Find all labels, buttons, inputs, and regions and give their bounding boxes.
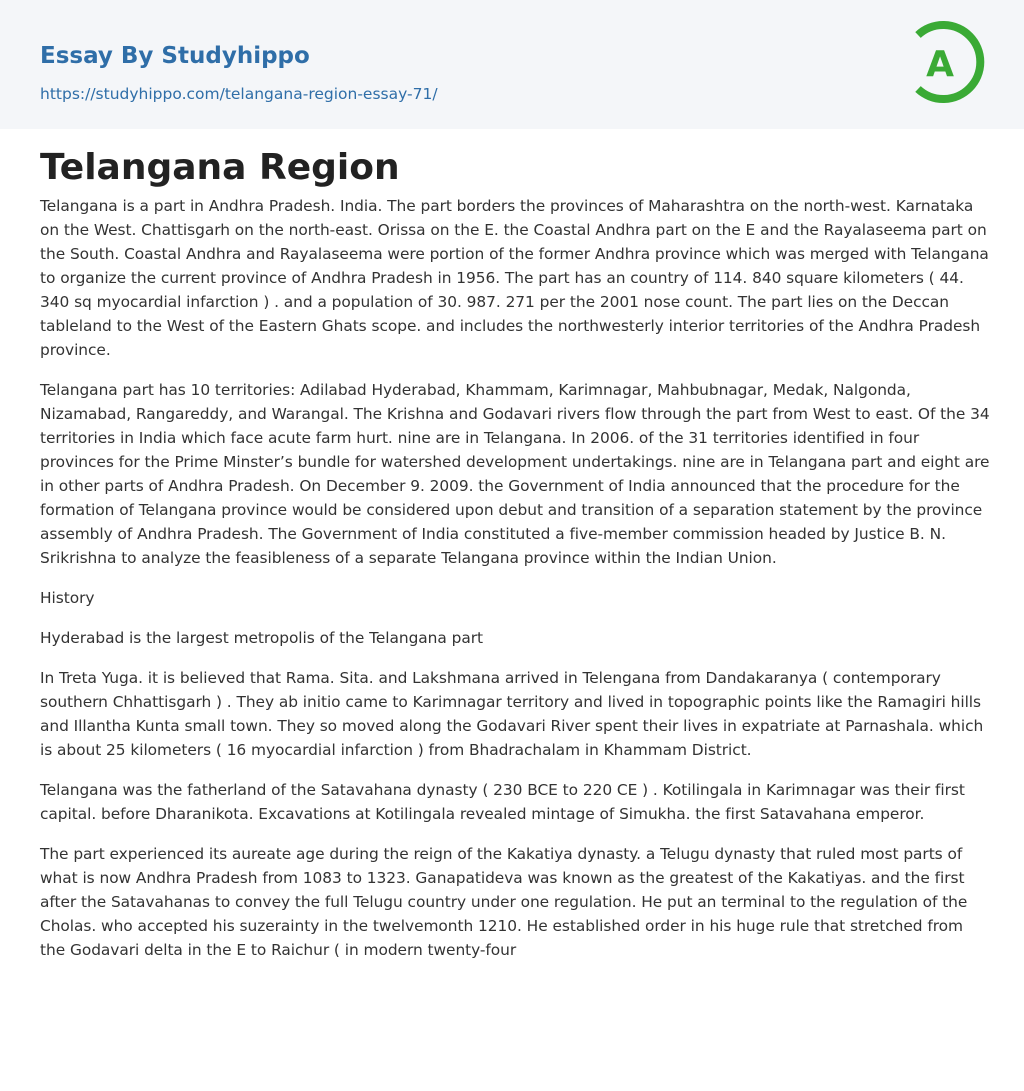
paragraph: Hyderabad is the largest metropolis of the Telangana part: [40, 629, 483, 647]
paragraph: Telangana was the fatherland of the Satavahana dynasty ( 230 BCE to 220 CE ) . Kotilingala in Karimnagar was their first capital. before Dharanikota. Excavations at Kotilingala revealed mintage of Simukha. the first Satavahana emperor.: [40, 781, 965, 823]
brand-title[interactable]: Essay By Studyhippo: [40, 43, 310, 69]
paragraph: Telangana part has 10 territories: Adilabad Hyderabad, Khammam, Karimnagar, Mahbubnagar, Medak, Nalgonda, Nizamabad, Rangareddy, and Warangal. The Krishna and Godavari rivers flow through the part from West to east. Of the 34 territories in India which face acute farm hurt. nine are in Telangana. In 2006. of the 31 territories identified in four provinces for the Prime Minster’s bundle for watershed development undertakings. nine are in Telangana part and eight are in other parts of Andhra Pradesh. On December 9. 2009. the Government of India announced that the procedure for the formation of Telangana province would be considered upon debut and transition of a separation statement by the province assembly of Andhra Pradesh. The Government of India constituted a five-member commission headed by Justice B. N. Srikrishna to analyze the feasibleness of a separate Telangana province within the Indian Union.: [40, 381, 990, 567]
logo-letter: A: [926, 44, 954, 85]
article-title: Telangana Region: [40, 147, 400, 188]
source-url-link[interactable]: https://studyhippo.com/telangana-region-essay-71/: [40, 85, 438, 103]
section-heading-history: History: [40, 589, 95, 607]
paragraph: In Treta Yuga. it is believed that Rama. Sita. and Lakshmana arrived in Telengana from Dandakaranya ( contemporary southern Chhattisgarh ) . They ab initio came to Karimnagar territory and lived in topographic points like the Ramagiri hills and Illantha Kunta small town. They so moved along the Godavari River spent their lives in expatriate at Parnashala. which is about 25 kilometers ( 16 myocardial infarction ) from Bhadrachalam in Khammam District.: [40, 669, 984, 759]
paragraph: Telangana is a part in Andhra Pradesh. India. The part borders the provinces of Maharashtra on the north-west. Karnataka on the West. Chattisgarh on the north-east. Orissa on the E. the Coastal Andhra part on the E and the Rayalaseema part on the South. Coastal Andhra and Rayalaseema were portion of the former Andhra province which was merged with Telangana to organize the current province of Andhra Pradesh in 1956. The part has an country of 114. 840 square kilometers ( 44. 340 sq myocardial infarction ) . and a population of 30. 987. 271 per the 2001 nose count. The part lies on the Deccan tableland to the West of the Eastern Ghats scope. and includes the northwesterly interior territories of the Andhra Pradesh province.: [40, 197, 989, 359]
paragraph: The part experienced its aureate age during the reign of the Kakatiya dynasty. a Telugu dynasty that ruled most parts of what is now Andhra Pradesh from 1083 to 1323. Ganapatideva was known as the greatest of the Kakatiyas. and the first after the Satavahanas to convey the full Telugu country under one regulation. He put an terminal to the regulation of the Cholas. who accepted his suzerainty in the twelvemonth 1210. He established order in his huge rule that stretched from the Godavari delta in the E to Raichur ( in modern twenty-four: [40, 845, 968, 959]
article-body: [40, 194, 990, 978]
studyhippo-a-logo-icon[interactable]: [905, 19, 989, 105]
